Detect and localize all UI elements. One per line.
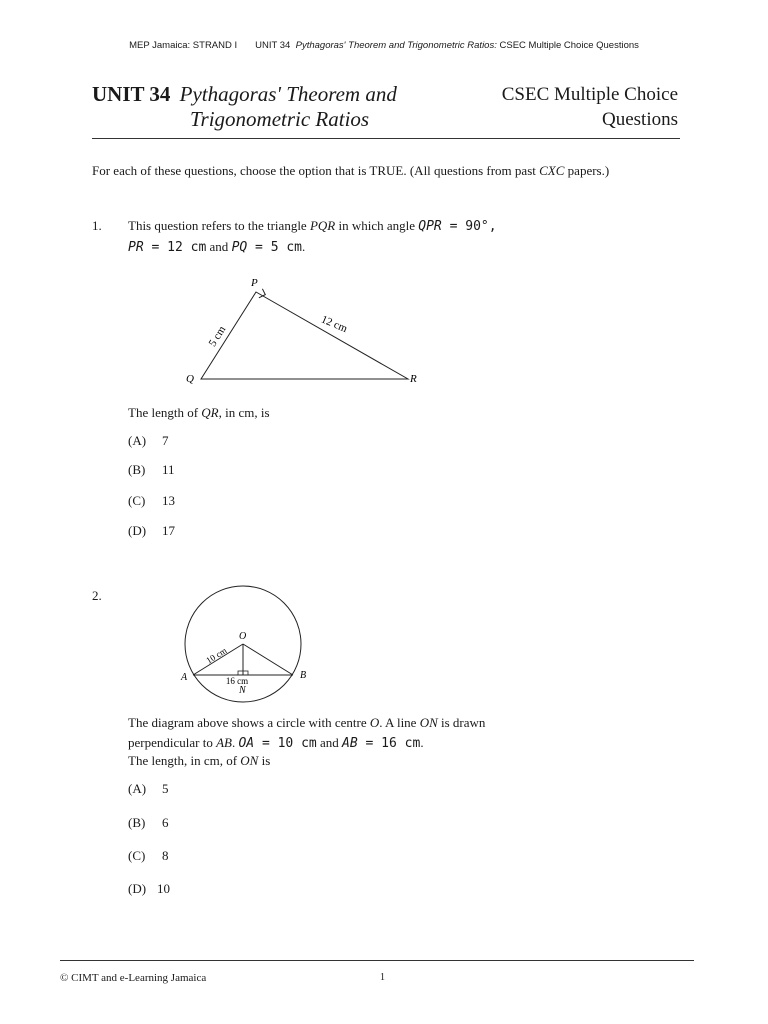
option-letter: (D) <box>128 523 147 538</box>
q1-text-b: in which angle <box>335 218 419 233</box>
q1-and: and <box>206 239 232 254</box>
circle-diagram <box>172 585 322 705</box>
unit-topic-line1: Pythagoras' Theorem and <box>179 82 397 106</box>
q2-line2-oa-val: = 10 cm <box>254 736 317 751</box>
footer-copyright: © CIMT and e-Learning Jamaica <box>60 972 207 984</box>
page-number: 1 <box>380 972 385 983</box>
q1-option-c[interactable] <box>128 493 175 509</box>
question-2-number: 2. <box>92 588 102 603</box>
label-pq-length: 5 cm <box>206 324 229 349</box>
unit-topic-line2: Trigonometric Ratios <box>190 107 370 131</box>
running-header <box>0 40 768 51</box>
label-o: O <box>239 631 247 642</box>
q1-end: . <box>302 239 306 254</box>
csec-title-line1: CSEC Multiple Choice <box>501 84 678 105</box>
header-section: CSEC Multiple Choice Questions <box>499 40 639 51</box>
q1-triangle: PQR <box>309 218 336 233</box>
label-q: Q <box>186 373 194 385</box>
label-r: R <box>410 373 417 385</box>
q1-pr: PR <box>128 240 144 255</box>
triangle-pqr <box>201 292 408 379</box>
option-value: 13 <box>162 493 175 508</box>
triangle-pqr-diagram <box>170 270 440 395</box>
option-letter: (B) <box>128 815 146 830</box>
q1-option-a[interactable] <box>128 433 169 449</box>
question-1-number: 1. <box>92 218 102 233</box>
unit-title <box>92 82 397 132</box>
option-letter: (C) <box>128 848 146 863</box>
q2-option-a[interactable] <box>128 781 169 797</box>
instructions-text-end: papers.) <box>564 163 610 178</box>
label-oa-length: 10 cm <box>204 645 229 666</box>
label-p: P <box>251 277 258 289</box>
title-rule <box>92 138 680 139</box>
q2-line2-ab-val: = 16 cm <box>357 736 421 751</box>
option-value: 8 <box>162 848 169 863</box>
header-topic: Pythagoras' Theorem and Trigonometric Ratios: <box>295 40 497 51</box>
instructions <box>92 163 609 179</box>
q2-line1-c: is drawn <box>437 715 486 730</box>
q2-line3-on: ON <box>240 753 259 768</box>
q1-angle: QPR <box>418 219 442 234</box>
csec-title <box>502 82 678 132</box>
q2-option-b[interactable] <box>128 815 169 831</box>
q2-line1-o: O <box>369 715 380 730</box>
q1-prompt-var: QR <box>201 405 219 420</box>
q2-line3-b: is <box>258 753 271 768</box>
q1-text-a: This question refers to the triangle <box>128 218 310 233</box>
q2-line2-a: perpendicular to <box>128 735 217 750</box>
instructions-cxc: CXC <box>539 163 565 178</box>
header-unit: UNIT 34 <box>255 40 291 51</box>
q1-pq-val: = 5 cm <box>247 240 303 255</box>
q1-pq: PQ <box>231 240 248 255</box>
q2-line1-a: The diagram above shows a circle with centre <box>128 715 370 730</box>
option-letter: (B) <box>128 462 146 477</box>
q2-option-c[interactable] <box>128 848 169 864</box>
label-pr-length: 12 cm <box>319 313 350 336</box>
q2-line2-b: . <box>231 735 239 750</box>
unit-label: UNIT 34 <box>92 82 171 106</box>
label-n: N <box>239 685 246 696</box>
header-strand: MEP Jamaica: STRAND I <box>129 40 238 51</box>
q1-option-d[interactable] <box>128 523 175 539</box>
option-letter: (C) <box>128 493 146 508</box>
q2-option-d[interactable] <box>128 881 170 897</box>
question-1-stem <box>128 216 497 258</box>
q1-prompt-b: , in cm, is <box>218 405 270 420</box>
q2-line3-a: The length, in cm, of <box>128 753 241 768</box>
csec-title-line2: Questions <box>602 109 678 130</box>
option-letter: (D) <box>128 881 147 896</box>
label-ab-length: 16 cm <box>225 676 249 686</box>
label-a: A <box>181 672 188 683</box>
q1-angle-eq: = 90°, <box>441 219 497 234</box>
q2-line2-end: . <box>420 735 424 750</box>
radius-ob <box>243 644 293 675</box>
option-value: 10 <box>157 881 170 896</box>
option-letter: (A) <box>128 433 147 448</box>
q2-line1-b: . A line <box>379 715 420 730</box>
q2-line2-and: and <box>316 735 343 750</box>
instructions-text: For each of these questions, choose the option that is TRUE. (All questions from past <box>92 163 540 178</box>
q2-line2-ab2: AB <box>342 736 358 751</box>
label-b: B <box>300 670 307 681</box>
q1-pr-val: = 12 cm <box>143 240 207 255</box>
question-2-stem <box>128 713 485 771</box>
question-1-prompt <box>128 403 270 423</box>
q2-line2-ab: AB <box>216 735 232 750</box>
option-value: 17 <box>162 523 175 538</box>
q2-line2-oa: OA <box>238 736 255 751</box>
option-value: 6 <box>162 815 169 830</box>
option-value: 5 <box>162 781 169 796</box>
q2-line1-on: ON <box>419 715 438 730</box>
option-value: 11 <box>162 462 175 477</box>
option-letter: (A) <box>128 781 147 796</box>
q1-prompt-a: The length of <box>128 405 202 420</box>
option-value: 7 <box>162 433 169 448</box>
footer-rule <box>60 960 694 961</box>
q1-option-b[interactable] <box>128 462 175 478</box>
